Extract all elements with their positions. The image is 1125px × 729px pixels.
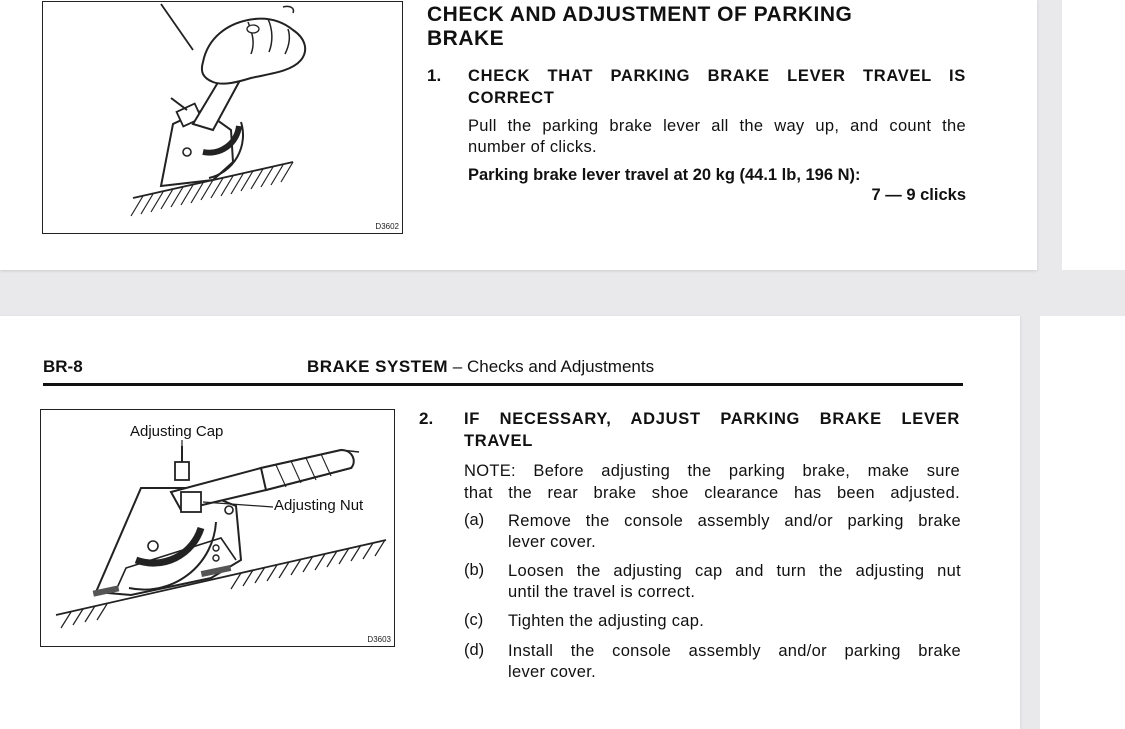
manual-page-top <box>0 0 1037 270</box>
step-1-number: 1. <box>427 66 442 85</box>
adjusting-cap-figure <box>40 409 395 647</box>
adjusting-nut-callout: Adjusting Nut <box>274 497 364 514</box>
page-header <box>307 357 654 377</box>
parking-brake-check-figure <box>42 1 403 234</box>
step-2-number: 2. <box>419 409 434 428</box>
viewer-edge-bottom <box>1040 316 1125 729</box>
section-title: CHECK AND ADJUSTMENT OF PARKING BRAKE <box>427 3 853 50</box>
substep-b-text: Loosen the adjusting cap and turn the adjusting nut until the travel is correct. <box>508 562 961 601</box>
page-number: BR-8 <box>43 357 83 376</box>
lever-travel-spec-value: 7 — 9 clicks <box>871 186 966 204</box>
figure-code: D3602 <box>375 222 399 231</box>
substep-b-label: (b) <box>464 561 485 579</box>
step-2-note: NOTE: Before adjusting the parking brake, make sure that the rear brake shoe clearance has been adjusted. <box>464 462 960 502</box>
substep-a-label: (a) <box>464 511 485 529</box>
step-1-heading: CHECK THAT PARKING BRAKE LEVER TRAVEL IS CORRECT <box>468 67 966 107</box>
step-1-body: Pull the parking brake lever all the way up, and count the number of clicks. <box>468 117 966 156</box>
manual-page-bottom <box>0 316 1020 729</box>
figure-code: D3603 <box>367 635 391 644</box>
adjusting-cap-callout: Adjusting Cap <box>130 423 224 440</box>
hand-pulling-lever-illustration <box>43 2 402 233</box>
header-section: BRAKE SYSTEM <box>307 357 449 376</box>
viewer-edge-top <box>1062 0 1125 270</box>
step-2-heading: IF NECESSARY, ADJUST PARKING BRAKE LEVER TRAVEL <box>464 410 960 450</box>
substep-c-label: (c) <box>464 611 484 629</box>
substep-a-text: Remove the console assembly and/or parking brake lever cover. <box>508 512 961 551</box>
substep-d-label: (d) <box>464 641 485 659</box>
substep-c-text: Tighten the adjusting cap. <box>508 612 705 630</box>
header-subsection: – Checks and Adjustments <box>448 357 655 376</box>
header-rule <box>43 383 963 386</box>
substep-d-text: Install the console assembly and/or parking brake lever cover. <box>508 642 961 681</box>
lever-assembly-illustration <box>41 410 394 646</box>
lever-travel-spec-label: Parking brake lever travel at 20 kg (44.1 lb, 196 N): <box>468 166 861 184</box>
